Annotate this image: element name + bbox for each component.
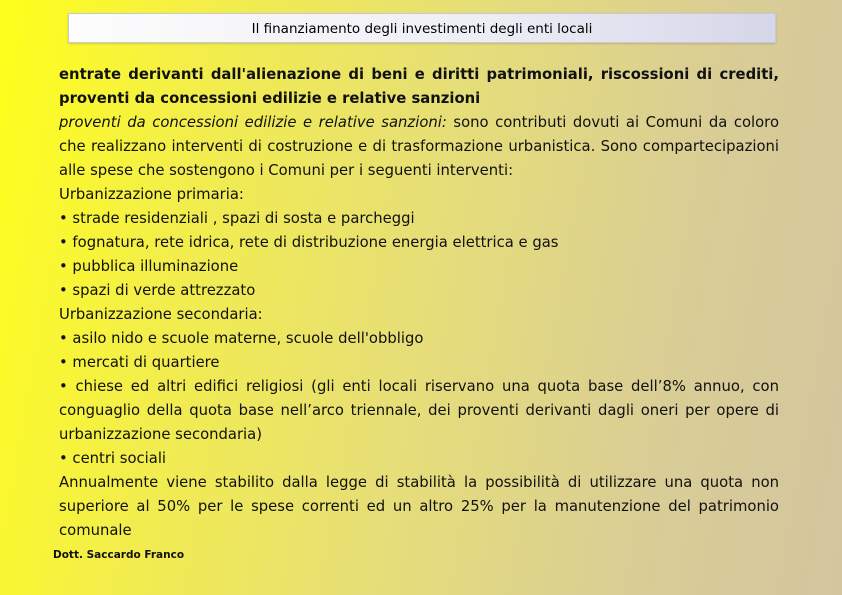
- primary-label: Urbanizzazione primaria:: [59, 186, 244, 203]
- list-item: • chiese ed altri edifici religiosi (gli enti locali riservano una quota base dell’8% annuo, con conguaglio della quota base nell’arco triennale, dei proventi derivanti dagli oneri per opere di urbanizzazione secondaria): [59, 378, 779, 443]
- definition-text: sono contributi dovuti ai Comuni da coloro che realizzano interventi di costruzione e di trasformazione urbanistica. Sono compartecipazioni alle spese che sostengono i Comuni per i seguenti interventi:: [59, 114, 779, 179]
- list-item: • pubblica illuminazione: [59, 258, 239, 275]
- author-credit: Dott. Saccardo Franco: [53, 549, 185, 561]
- list-item: • strade residenziali , spazi di sosta e parcheggi: [59, 210, 415, 227]
- page-title: Il finanziamento degli investimenti degli enti locali: [251, 21, 593, 37]
- title-bar: [68, 13, 776, 43]
- section-heading: entrate derivanti dall'alienazione di beni e diritti patrimoniali, riscossioni di crediti, proventi da concessioni edilizie e relative sanzioni: [59, 66, 779, 107]
- closing-paragraph: Annualmente viene stabilito dalla legge di stabilità la possibilità di utilizzare una quota non superiore al 50% per le spese correnti ed un altro 25% per la manutenzione del patrimonio comunale: [59, 474, 779, 539]
- list-item: • centri sociali: [59, 450, 167, 467]
- slide-content: [59, 63, 779, 543]
- list-item: • mercati di quartiere: [59, 354, 220, 371]
- secondary-label: Urbanizzazione secondaria:: [59, 306, 263, 323]
- definition-term: proventi da concessioni edilizie e relative sanzioni:: [59, 114, 447, 131]
- definition-paragraph: [59, 111, 779, 183]
- list-item: • asilo nido e scuole materne, scuole dell'obbligo: [59, 330, 424, 347]
- list-item: • fognatura, rete idrica, rete di distribuzione energia elettrica e gas: [59, 234, 559, 251]
- list-item: • spazi di verde attrezzato: [59, 282, 256, 299]
